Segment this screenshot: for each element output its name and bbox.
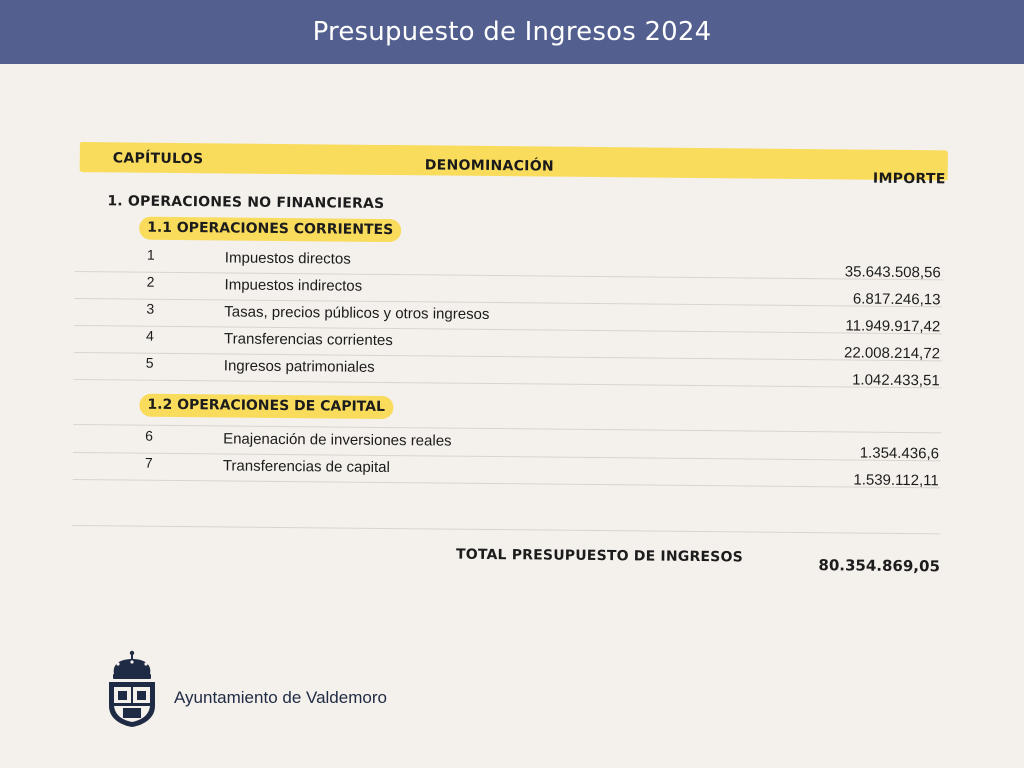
row-denominacion: Tasas, precios públicos y otros ingresos [224, 303, 490, 323]
row-importe: 1.042.433,51 [852, 371, 940, 390]
table-header [80, 142, 948, 188]
organization-name: Ayuntamiento de Valdemoro [174, 688, 387, 707]
header-denominacion: DENOMINACIÓN [424, 157, 555, 175]
header-capitulos: CAPÍTULOS [112, 150, 204, 168]
row-denominacion: Ingresos patrimoniales [223, 357, 375, 376]
row-importe: 35.643.508,56 [844, 263, 941, 282]
row-capitulo: 6 [145, 427, 154, 444]
header-importe: IMPORTE [872, 170, 946, 188]
row-importe: 1.354.436,6 [859, 444, 940, 463]
row-denominacion: Impuestos directos [224, 249, 351, 268]
row-capitulo: 3 [146, 300, 155, 317]
footer-logo [106, 650, 406, 730]
title-bar [0, 0, 1024, 64]
section-capital: 1.2 OPERACIONES DE CAPITAL [139, 394, 393, 419]
row-capitulo: 5 [145, 354, 154, 371]
row-denominacion: Transferencias de capital [222, 457, 390, 477]
row-divider [72, 525, 940, 534]
page-title: Presupuesto de Ingresos 2024 [312, 17, 712, 47]
coat-of-arms-icon [106, 650, 162, 730]
total-value: 80.354.869,05 [818, 556, 941, 576]
row-importe: 6.817.246,13 [852, 290, 941, 309]
row-importe: 1.539.112,11 [853, 471, 939, 490]
row-importe: 11.949.917,42 [845, 317, 941, 336]
budget-table [72, 138, 950, 586]
row-denominacion: Transferencias corrientes [223, 330, 393, 350]
row-capitulo: 7 [144, 454, 153, 471]
row-denominacion: Enajenación de inversiones reales [223, 430, 452, 450]
row-importe: 22.008.214,72 [843, 344, 941, 363]
row-capitulo: 4 [146, 327, 154, 344]
row-capitulo: 2 [146, 273, 155, 290]
row-capitulo: 1 [146, 246, 155, 263]
row-denominacion: Impuestos indirectos [224, 276, 363, 295]
total-label: TOTAL PRESUPUESTO DE INGRESOS [455, 546, 743, 566]
section-corrientes: 1.1 OPERACIONES CORRIENTES [139, 217, 401, 243]
section-no-financieras: 1. OPERACIONES NO FINANCIERAS [107, 193, 385, 212]
